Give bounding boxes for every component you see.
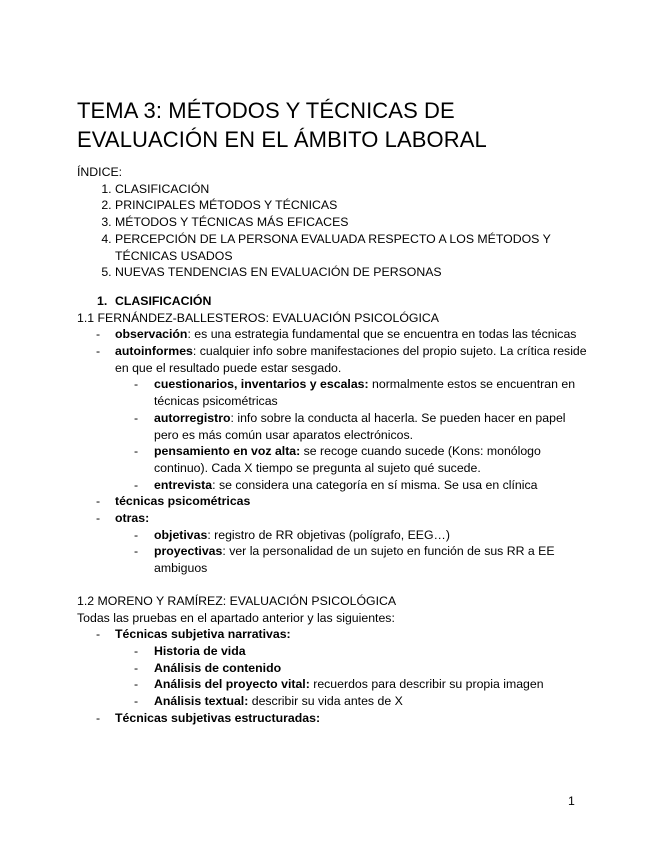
section-number: 1. (97, 293, 108, 308)
term: pensamiento en voz alta: (154, 444, 301, 459)
term: proyectivas (154, 544, 223, 559)
list-item (77, 493, 587, 510)
index-item: 1. CLASIFICACIÓN (115, 181, 587, 198)
term: objetivas (154, 527, 208, 542)
description: : info sobre la conducta al hacerla. Se pueden hacer en papel pero es más común usar aparatos electrónicos. (154, 410, 566, 442)
intro-text: Todas las pruebas en el apartado anterior y las siguientes: (77, 610, 395, 625)
sub-list (77, 376, 587, 493)
description: : registro de RR objetivas (polígrafo, EEG…) (207, 527, 450, 542)
sub-list-item (77, 527, 587, 544)
technique-list (77, 326, 587, 577)
technique-list (77, 626, 587, 726)
list-item (77, 510, 587, 577)
index-item: 3. MÉTODOS Y TÉCNICAS MÁS EFICACES (115, 214, 587, 231)
index-label: ÍNDICE: (77, 165, 123, 179)
sub-list-item (77, 676, 587, 693)
term: autorregistro (154, 410, 231, 425)
index-item: 5. NUEVAS TENDENCIAS EN EVALUACIÓN DE PERSONAS (115, 264, 587, 281)
term: cuestionarios, inventarios y escalas: (154, 377, 369, 392)
term: otras: (115, 511, 150, 526)
term: Análisis de contenido (154, 660, 282, 675)
list-item (77, 326, 587, 343)
term: entrevista (154, 477, 213, 492)
subsection-heading: 1.1 FERNÁNDEZ-BALLESTEROS: EVALUACIÓN PSICOLÓGICA (77, 310, 439, 325)
list-item (77, 626, 587, 710)
description: se recoge cuando sucede (Kons: monólogo continuo). Cada X tiempo se pregunta al sujeto qué sucede. (154, 444, 541, 475)
index-list (77, 181, 587, 281)
term: Técnicas subjetivas estructuradas: (115, 710, 321, 725)
term: técnicas psicométricas (115, 494, 251, 509)
section-title: CLASIFICACIÓN (115, 293, 212, 308)
subsection-heading: 1.2 MORENO Y RAMÍREZ: EVALUACIÓN PSICOLÓGICA (77, 593, 397, 608)
description: : ver la personalidad de un sujeto en función de sus RR a EE ambiguos (154, 544, 555, 576)
page-number: 1 (568, 794, 575, 808)
sub-list-item (77, 660, 587, 677)
list-item (77, 343, 587, 493)
description: describir su vida antes de X (248, 694, 403, 709)
index-item: 4. PERCEPCIÓN DE LA PERSONA EVALUADA RESPECTO A LOS MÉTODOS Y TÉCNICAS USADOS (115, 231, 587, 264)
sub-list-item (77, 643, 587, 660)
sub-list-item (77, 477, 587, 494)
term: Historia de vida (154, 643, 246, 658)
document-page (77, 96, 587, 727)
description: : es una estrategia fundamental que se encuentra en todas las técnicas (187, 327, 577, 342)
sub-list-item (77, 693, 587, 710)
description: recuerdos para describir su propia imagen (309, 677, 544, 692)
term: observación (115, 327, 188, 342)
sub-list-item (77, 376, 587, 409)
document-title: TEMA 3: MÉTODOS Y TÉCNICAS DE EVALUACIÓN EN EL ÁMBITO LABORAL (77, 98, 487, 152)
description: : se considera una categoría en sí misma. Se usa en clínica (212, 477, 538, 492)
index-item: 2. PRINCIPALES MÉTODOS Y TÉCNICAS (115, 197, 587, 214)
description: : cualquier info sobre manifestaciones del propio sujeto. La crítica reside en que el resultado puede estar sesgado. (115, 344, 587, 375)
list-item (77, 710, 587, 727)
term: autoinformes (115, 344, 193, 359)
sub-list (77, 527, 587, 577)
section-heading (77, 293, 587, 310)
term: Técnicas subjetiva narrativas: (115, 627, 291, 642)
spacer (77, 577, 587, 593)
sub-list-item (77, 443, 587, 476)
term: Análisis del proyecto vital: (154, 677, 310, 692)
term: Análisis textual: (154, 694, 249, 709)
sub-list-item (77, 543, 587, 576)
description: normalmente estos se encuentran en técnicas psicométricas (154, 377, 576, 409)
sub-list (77, 643, 587, 710)
sub-list-item (77, 410, 587, 443)
